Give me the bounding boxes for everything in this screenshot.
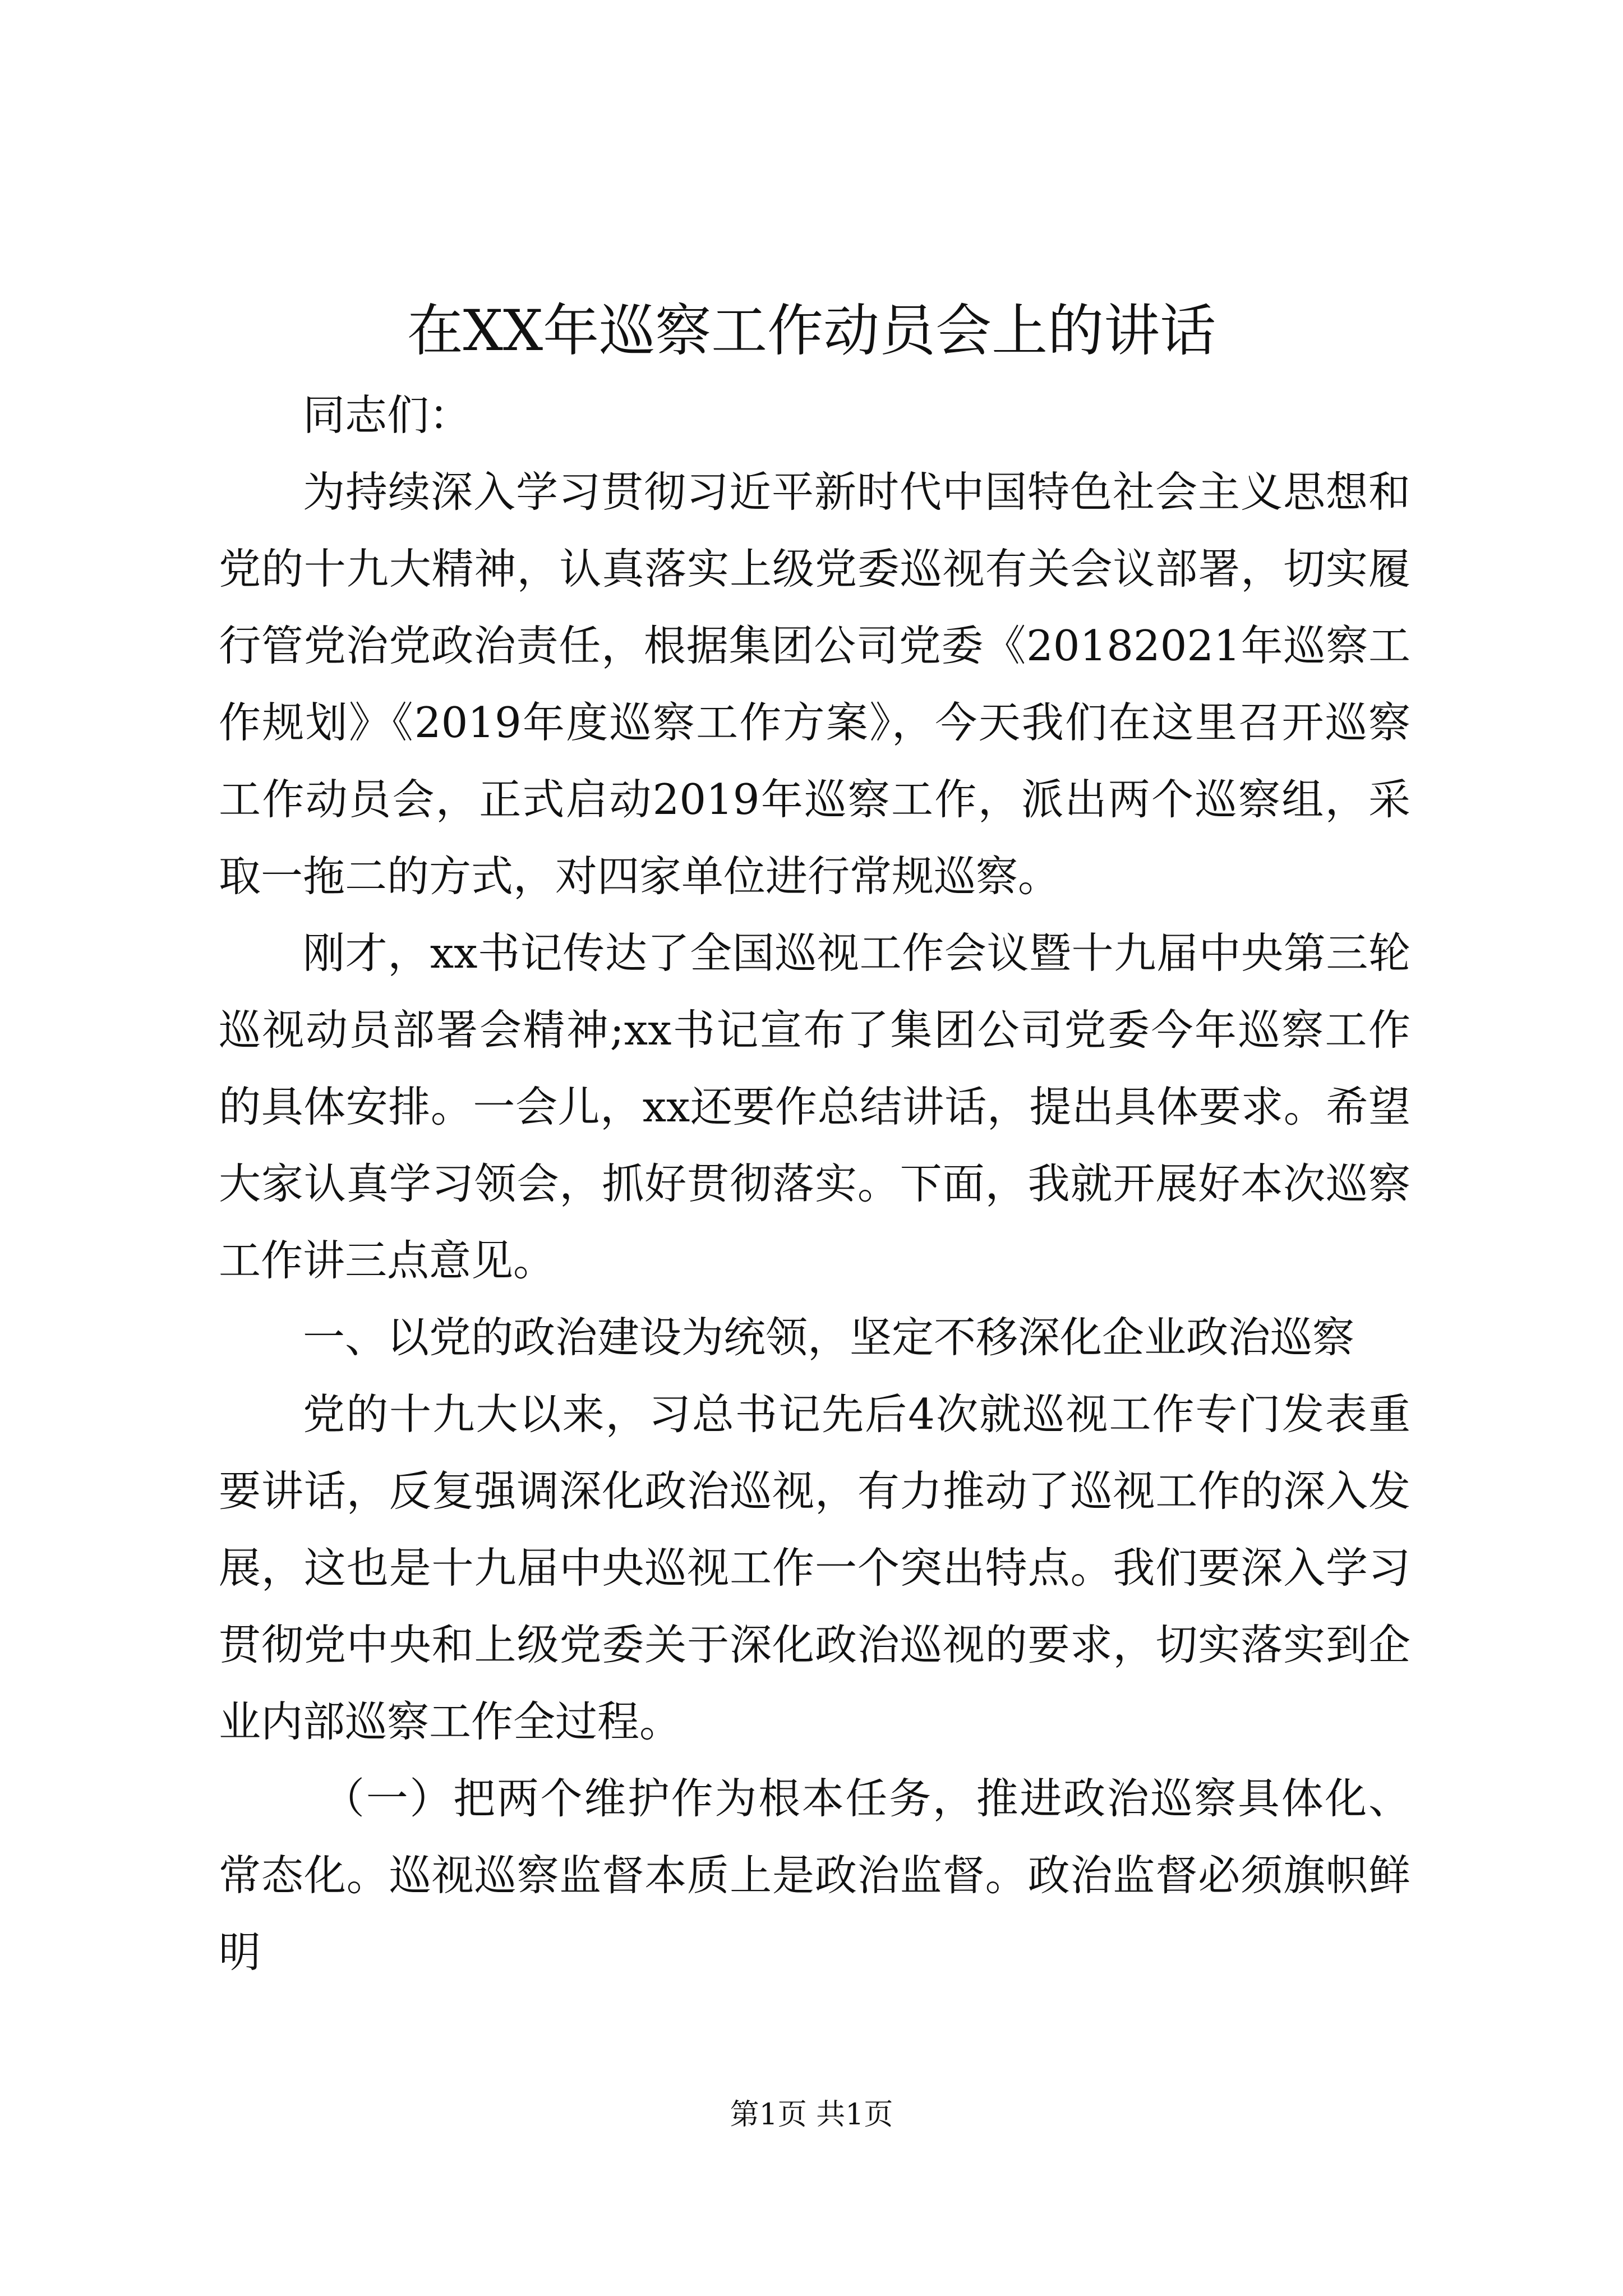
document-body [219,377,1410,1991]
salutation: 同志们： [303,390,472,440]
document-title: 在XX年巡察工作动员会上的讲话 [407,298,1216,364]
paragraph-review: 刚才，xx书记传达了全国巡视工作会议暨十九届中央第三轮巡视动员部署会精神;xx书记宣布了集团公司党委今年巡察工作的具体安排。一会儿，xx还要作总结讲话，提出具体要求。希望大家认真学习领会，抓好贯彻落实。下面，我就开展好本次巡察工作讲三点意见。 [219,928,1410,1285]
section-heading-1: 一、以党的政治建设为统领，坚定不移深化企业政治巡察 [303,1313,1355,1362]
paragraph-intro: 为持续深入学习贯彻习近平新时代中国特色社会主义思想和党的十九大精神，认真落实上级党委巡视有关会议部署，切实履行管党治党政治责任，根据集团公司党委《20182021年巡察工作规划》《2019年度巡察工作方案》，今天我们在这里召开巡察工作动员会，正式启动2019年巡察工作，派出两个巡察组，采取一拖二的方式，对四家单位进行常规巡察。 [219,467,1410,901]
subsection-1-paragraph: （一）把两个维护作为根本任务，推进政治巡察具体化、常态化。巡视巡察监督本质上是政治监督。政治监督必须旗帜鲜明 [219,1774,1410,1977]
paragraph-section-1: 党的十九大以来，习总书记先后4次就巡视工作专门发表重要讲话，反复强调深化政治巡视，有力推动了巡视工作的深入发展，这也是十九届中央巡视工作一个突出特点。我们要深入学习贯彻党中央和上级党委关于深化政治巡视的要求，切实落实到企业内部巡察工作全过程。 [219,1389,1410,1746]
page-footer: 第1页 共1页 [730,2098,893,2132]
